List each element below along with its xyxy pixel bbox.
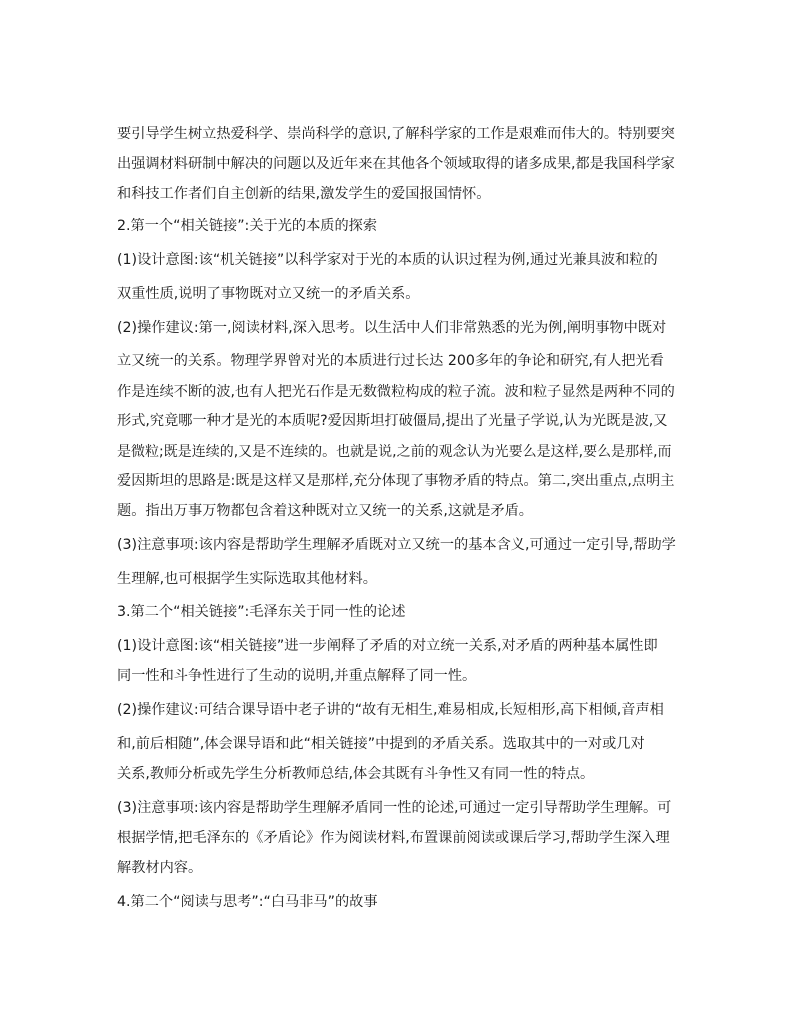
section-heading: 3.第二个“相关链接”:毛泽东关于同一性的论述 (117, 604, 406, 620)
text-line: 形式,究竟哪一种才是光的本质呢?爱因斯坦打破僵局,提出了光量子学说,认为光既是波,又 (117, 413, 668, 429)
text-line: (3)注意事项:该内容是帮助学生理解矛盾同一性的论述,可通过一定引导帮助学生理解。可 (117, 800, 672, 816)
text-line: 同一性和斗争性进行了生动的说明,并重点解释了同一性。 (117, 668, 477, 684)
text-line: 要引导学生树立热爱科学、崇尚科学的意识,了解科学家的工作是艰难而伟大的。特别要突 (117, 126, 675, 142)
text-line: 关系,教师分析或先学生分析教师总结,体会其既有斗争性又有同一性的特点。 (117, 766, 595, 782)
text-line: 和,前后相随”,体会课导语和此“相关链接”中提到的矛盾关系。选取其中的一对或几对 (117, 736, 645, 752)
text-line: 题。指出万事万物都包含着这种既对立又统一的关系,这就是矛盾。 (117, 503, 533, 519)
text-line: (3)注意事项:该内容是帮助学生理解矛盾既对立又统一的基本含义,可通过一定引导,帮助学 (117, 537, 676, 553)
text-line: 立又统一的关系。物理学界曾对光的本质进行过长达 200多年的争论和研究,有人把光看 (117, 353, 664, 369)
text-line: 是微粒;既是连续的,又是不连续的。也就是说,之前的观念认为光要么是这样,要么是那样,而 (117, 444, 672, 460)
text-line: (2)操作建议:可结合课导语中老子讲的“故有无相生,难易相成,长短相形,高下相倾,音声相 (117, 702, 664, 718)
text-line: 解教材内容。 (117, 860, 203, 876)
text-line: 作是连续不断的波,也有人把光石作是无数微粒构成的粒子流。波和粒子显然是两种不同的 (117, 384, 675, 400)
text-line: (1)设计意图:该“相关链接”进一步阐释了矛盾的对立统一关系,对矛盾的两种基本属性即 (117, 638, 658, 654)
text-line: 出强调材料研制中解决的问题以及近年来在其他各个领域取得的诸多成果,都是我国科学家 (117, 156, 675, 172)
section-heading: 4.第二个“阅读与思考”:“白马非马”的故事 (117, 894, 378, 910)
text-line: 爱因斯坦的思路是:既是这样又是那样,充分体现了事物矛盾的特点。第二,突出重点,点明主 (117, 473, 675, 489)
text-line: 根据学情,把毛泽东的《矛盾论》作为阅读材料,布置课前阅读或课后学习,帮助学生深入理 (117, 830, 670, 846)
text-line: 双重性质,说明了事物既对立又统一的矛盾关系。 (117, 286, 420, 302)
text-line: 生理解,也可根据学生实际选取其他材料。 (117, 571, 377, 587)
text-line: (1)设计意图:该“机关链接”以科学家对于光的本质的认识过程为例,通过光兼具波和粒的 (117, 252, 658, 268)
section-heading: 2.第一个“相关链接”:关于光的本质的探索 (117, 218, 378, 234)
text-line: (2)操作建议:第一,阅读材料,深入思考。以生活中人们非常熟悉的光为例,阐明事物中既对 (117, 320, 667, 336)
text-line: 和科技工作者们自主创新的结果,激发学生的爱国报国情怀。 (117, 186, 491, 202)
